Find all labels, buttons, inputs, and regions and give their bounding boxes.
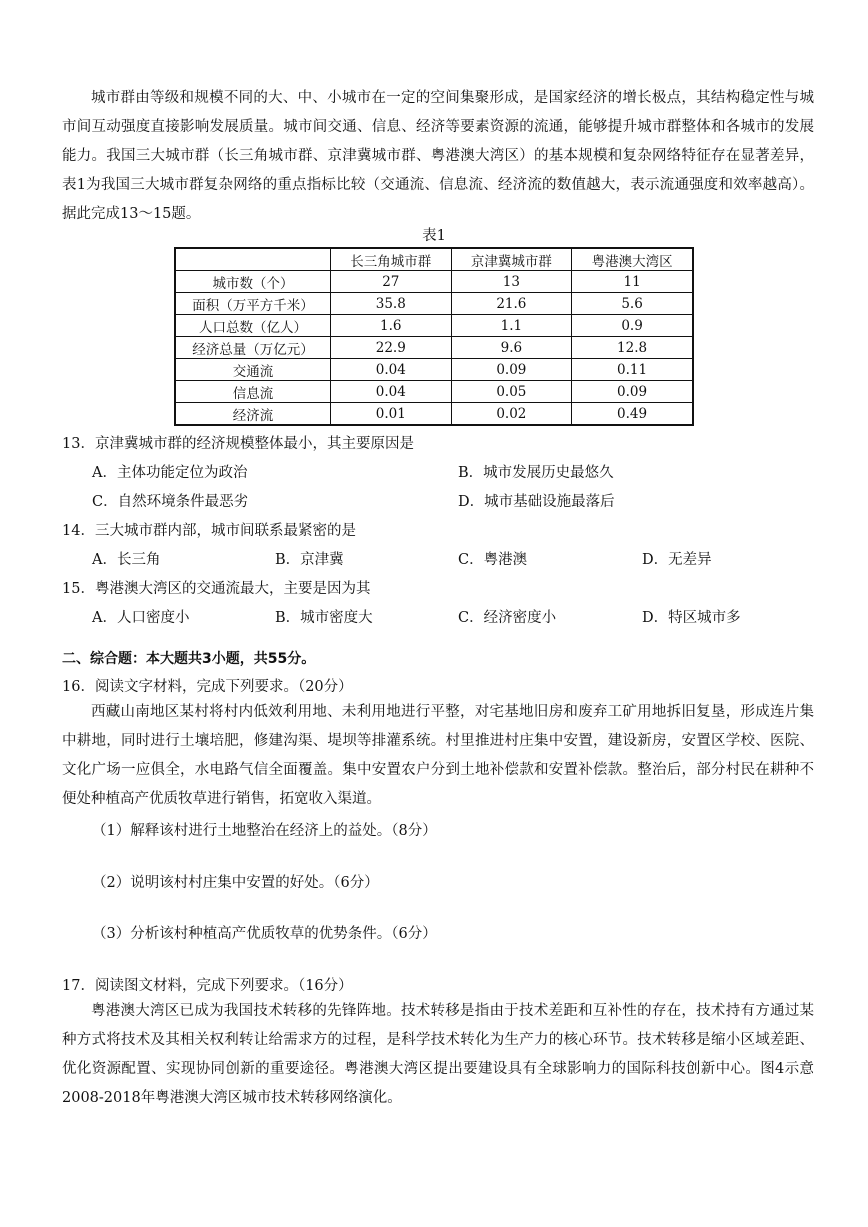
header-cell: 长三角城市群	[331, 248, 452, 271]
q16-subquestion-3: （3）分析该村种植高产优质牧草的优势条件。（6分）	[92, 926, 437, 942]
table-cell: 0.9	[572, 315, 693, 337]
table-cell: 5.6	[572, 293, 693, 315]
q14-option-c: C．粤港澳	[458, 552, 528, 568]
q15-option-d: D．特区城市多	[642, 610, 741, 626]
table-cell: 1.1	[451, 315, 572, 337]
table-cell: 13	[451, 271, 572, 293]
table-row	[175, 271, 693, 293]
question-16-stem: 16．阅读文字材料，完成下列要求。（20分）	[62, 679, 353, 695]
table-row	[175, 315, 693, 337]
q15-option-c: C．经济密度小	[458, 610, 557, 626]
intro-text: 城市群由等级和规模不同的大、中、小城市在一定的空间集聚形成，是国家经济的增长极点，其结构稳定性与城市间互动强度直接影响发展质量。城市间交通、信息、经济等要素资源的流通，能够提升城市群整体和各城市的发展能力。我国三大城市群（长三角城市群、京津冀城市群、粤港澳大湾区）的基本规模和复杂网络特征存在显著差异，表1为我国三大城市群复杂网络的重点指标比较（交通流、信息流、经济流的数值越大，表示流通强度和效率越高）。据此完成13～15题。	[62, 90, 814, 222]
row-label: 人口总数（亿人）	[175, 315, 331, 337]
table-cell: 27	[331, 271, 452, 293]
q17-material	[62, 997, 814, 1113]
row-label: 经济流	[175, 403, 331, 426]
table-cell: 11	[572, 271, 693, 293]
row-label: 交通流	[175, 359, 331, 381]
table-cell: 21.6	[451, 293, 572, 315]
q14-option-d: D．无差异	[642, 552, 712, 568]
table-cell: 0.04	[331, 381, 452, 403]
table-cell: 0.01	[331, 403, 452, 426]
header-cell: 京津冀城市群	[451, 248, 572, 271]
q14-option-a: A．长三角	[92, 552, 161, 568]
table-cell: 12.8	[572, 337, 693, 359]
q16-material-text: 西藏山南地区某村将村内低效利用地、未利用地进行平整，对宅基地旧房和废弃工矿用地拆旧复垦，形成连片集中耕地，同时进行土壤培肥，修建沟渠、堤坝等排灌系统。村里推进村庄集中安置，建设新房，安置区学校、医院、文化广场一应俱全，水电路气信全面覆盖。集中安置农户分到土地补偿款和安置补偿款。整治后，部分村民在耕种不便处种植高产优质牧草进行销售，拓宽收入渠道。	[62, 704, 814, 807]
question-17-stem: 17．阅读图文材料，完成下列要求。（16分）	[62, 978, 353, 994]
q13-option-c: C．自然环境条件最恶劣	[92, 494, 249, 510]
q17-material-text: 粤港澳大湾区已成为我国技术转移的先锋阵地。技术转移是指由于技术差距和互补性的存在，技术持有方通过某种方式将技术及其相关权利转让给需求方的过程，是科学技术转化为生产力的核心环节。技术转移是缩小区域差距、优化资源配置、实现协同创新的重要途径。粤港澳大湾区提出要建设具有全球影响力的国际科技创新中心。图4示意2008-2018年粤港澳大湾区城市技术转移网络演化。	[62, 1003, 814, 1106]
q16-material	[62, 698, 814, 814]
row-label: 城市数（个）	[175, 271, 331, 293]
table-cell: 0.09	[451, 359, 572, 381]
city-cluster-table	[174, 247, 694, 426]
row-label: 信息流	[175, 381, 331, 403]
q16-subquestion-1: （1）解释该村进行土地整治在经济上的益处。（8分）	[92, 823, 437, 839]
question-13-stem: 13．京津冀城市群的经济规模整体最小，其主要原因是	[62, 436, 414, 452]
table-row	[175, 381, 693, 403]
section-heading: 二、综合题：本大题共3小题，共55分。	[62, 651, 316, 667]
table-cell: 0.09	[572, 381, 693, 403]
table-row	[175, 337, 693, 359]
table-cell: 22.9	[331, 337, 452, 359]
table-cell: 0.05	[451, 381, 572, 403]
header-cell: 粤港澳大湾区	[572, 248, 693, 271]
row-label: 面积（万平方千米）	[175, 293, 331, 315]
table-header-row	[175, 248, 693, 271]
q15-option-b: B．城市密度大	[275, 610, 373, 626]
table-caption: 表1	[422, 228, 446, 244]
q13-option-a: A．主体功能定位为政治	[92, 465, 248, 481]
table-cell: 9.6	[451, 337, 572, 359]
table-cell: 1.6	[331, 315, 452, 337]
q14-option-b: B．京津冀	[275, 552, 344, 568]
table-cell: 0.02	[451, 403, 572, 426]
question-15-stem: 15．粤港澳大湾区的交通流最大，主要是因为其	[62, 581, 371, 597]
table-cell: 0.11	[572, 359, 693, 381]
q13-option-d: D．城市基础设施最落后	[458, 494, 615, 510]
q15-option-a: A．人口密度小	[92, 610, 190, 626]
q16-subquestion-2: （2）说明该村村庄集中安置的好处。（6分）	[92, 875, 379, 891]
table-row	[175, 359, 693, 381]
q13-option-b: B．城市发展历史最悠久	[458, 465, 614, 481]
table-cell: 35.8	[331, 293, 452, 315]
intro-passage	[62, 84, 814, 229]
table-row	[175, 403, 693, 426]
header-cell	[175, 248, 331, 271]
row-label: 经济总量（万亿元）	[175, 337, 331, 359]
table-row	[175, 293, 693, 315]
table-cell: 0.49	[572, 403, 693, 426]
table-cell: 0.04	[331, 359, 452, 381]
question-14-stem: 14．三大城市群内部，城市间联系最紧密的是	[62, 523, 356, 539]
